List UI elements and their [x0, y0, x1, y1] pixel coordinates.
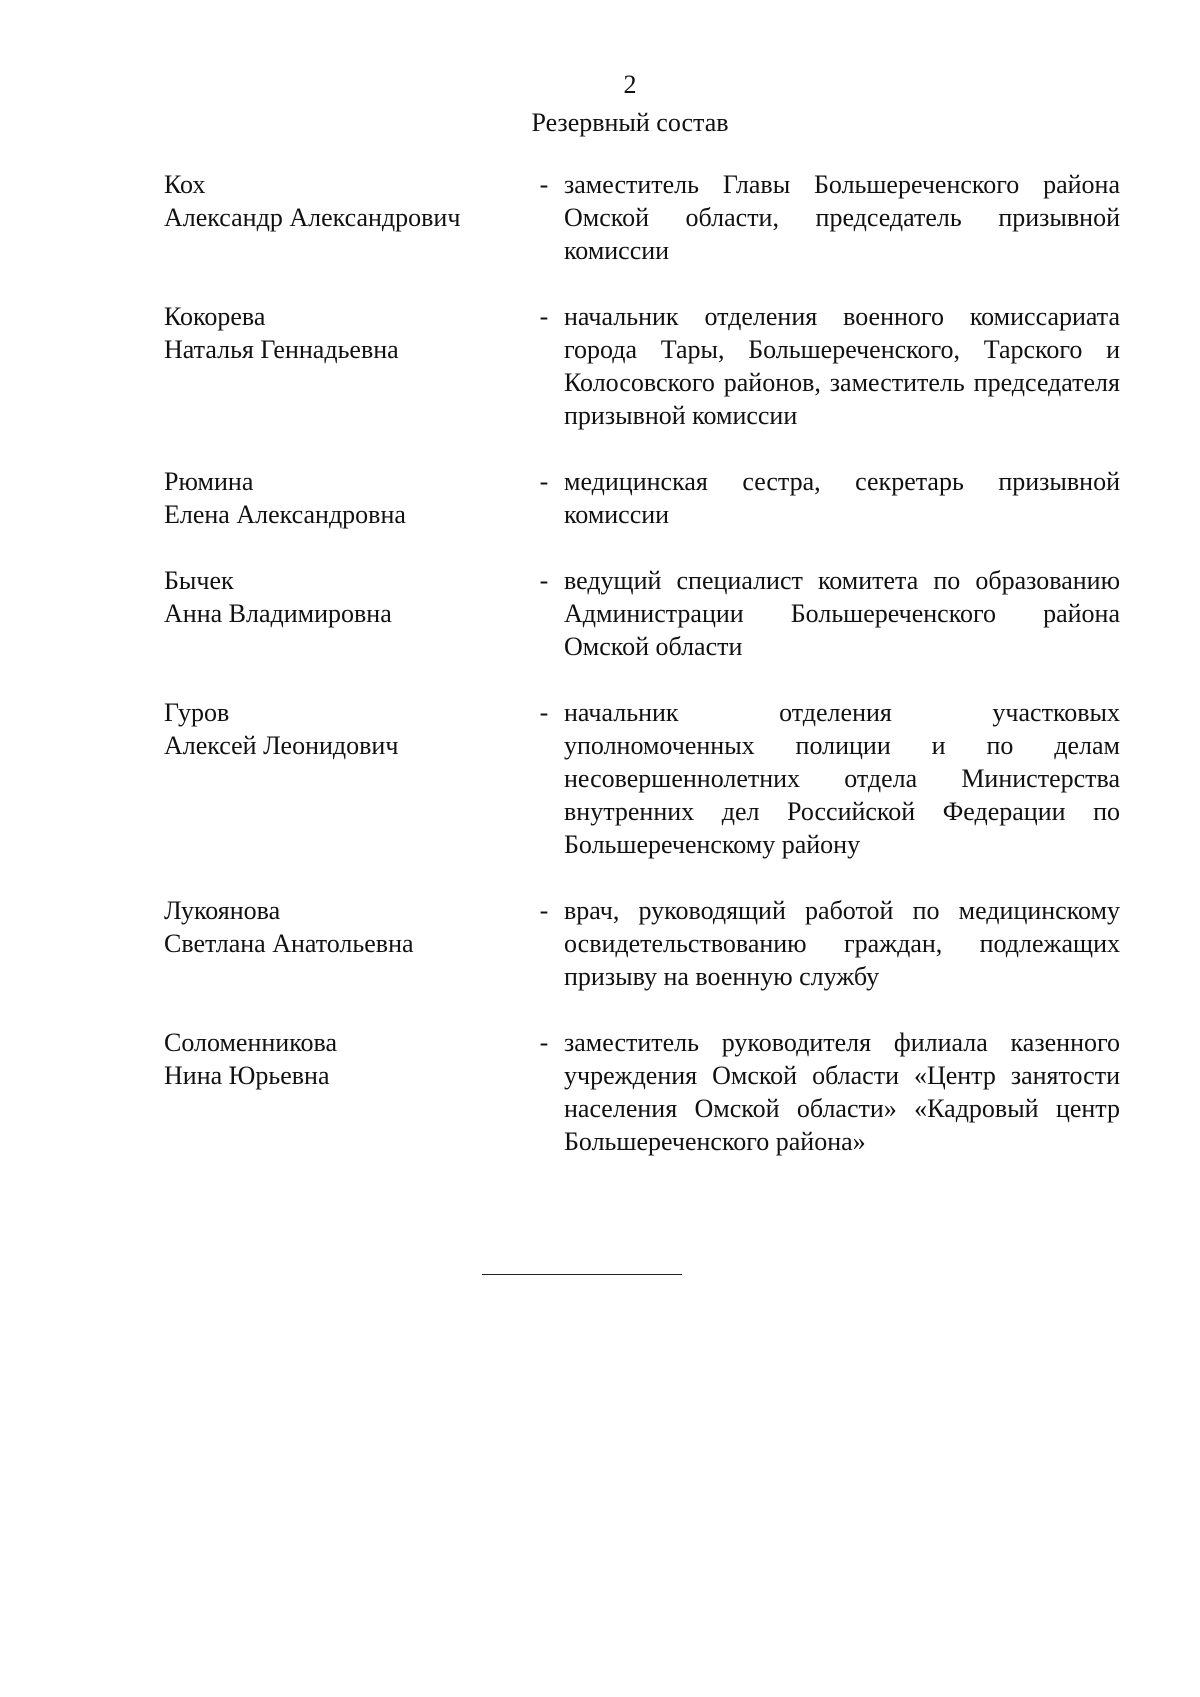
member-given-names: Елена Александровна — [164, 500, 406, 529]
member-entry — [164, 696, 1120, 861]
member-surname: Лукоянова — [164, 896, 281, 925]
member-name — [164, 696, 524, 861]
member-given-names: Анна Владимировна — [164, 599, 392, 628]
member-role: начальник отделения военного комиссариата города Тары, Большереченского, Тарского и Колосовского районов, заместитель председателя призывной комиссии — [564, 302, 1120, 430]
member-role: врач, руководящий работой по медицинскому освидетельствованию граждан, подлежащих призыву на военную службу — [564, 896, 1120, 991]
member-entry — [164, 564, 1120, 663]
member-name — [164, 168, 524, 267]
member-surname: Кокорева — [164, 302, 266, 331]
member-name — [164, 564, 524, 663]
member-role: ведущий специалист комитета по образованию Администрации Большереченского района Омской области — [564, 566, 1120, 661]
member-dash: - — [539, 302, 549, 331]
section-title: Резервный состав — [531, 108, 729, 137]
member-surname: Соломенникова — [164, 1028, 337, 1057]
member-name — [164, 300, 524, 432]
member-entry — [164, 1026, 1120, 1158]
member-dash: - — [539, 467, 549, 496]
member-role: медицинская сестра, секретарь призывной комиссии — [564, 467, 1120, 529]
member-dash: - — [539, 170, 549, 199]
member-surname: Кох — [164, 170, 206, 199]
member-dash: - — [539, 698, 549, 727]
member-given-names: Светлана Анатольевна — [164, 929, 414, 958]
member-given-names: Александр Александрович — [164, 203, 461, 232]
member-role: начальник отделения участковых уполномоченных полиции и по делам несовершеннолетних отдела Министерства внутренних дел Российской Федерации по Большереченскому району — [564, 698, 1120, 859]
member-role: заместитель руководителя филиала казенного учреждения Омской области «Центр занятости населения Омской области» «Кадровый центр Большереченского района» — [564, 1028, 1120, 1156]
member-name — [164, 894, 524, 993]
member-name — [164, 465, 524, 531]
page-number: 2 — [623, 70, 637, 99]
member-surname: Бычек — [164, 566, 234, 595]
end-of-list-rule — [482, 1274, 682, 1275]
member-entry — [164, 168, 1120, 267]
member-given-names: Алексей Леонидович — [164, 731, 399, 760]
member-surname: Рюмина — [164, 467, 254, 496]
member-dash: - — [539, 896, 549, 925]
member-list — [164, 168, 1120, 1191]
member-given-names: Нина Юрьевна — [164, 1061, 330, 1090]
member-given-names: Наталья Геннадьевна — [164, 335, 399, 364]
member-entry — [164, 465, 1120, 531]
member-entry — [164, 300, 1120, 432]
member-role: заместитель Главы Большереченского района Омской области, председатель призывной комиссии — [564, 170, 1120, 265]
member-entry — [164, 894, 1120, 993]
member-dash: - — [539, 1028, 549, 1057]
member-name — [164, 1026, 524, 1158]
member-surname: Гуров — [164, 698, 230, 727]
member-dash: - — [539, 566, 549, 595]
